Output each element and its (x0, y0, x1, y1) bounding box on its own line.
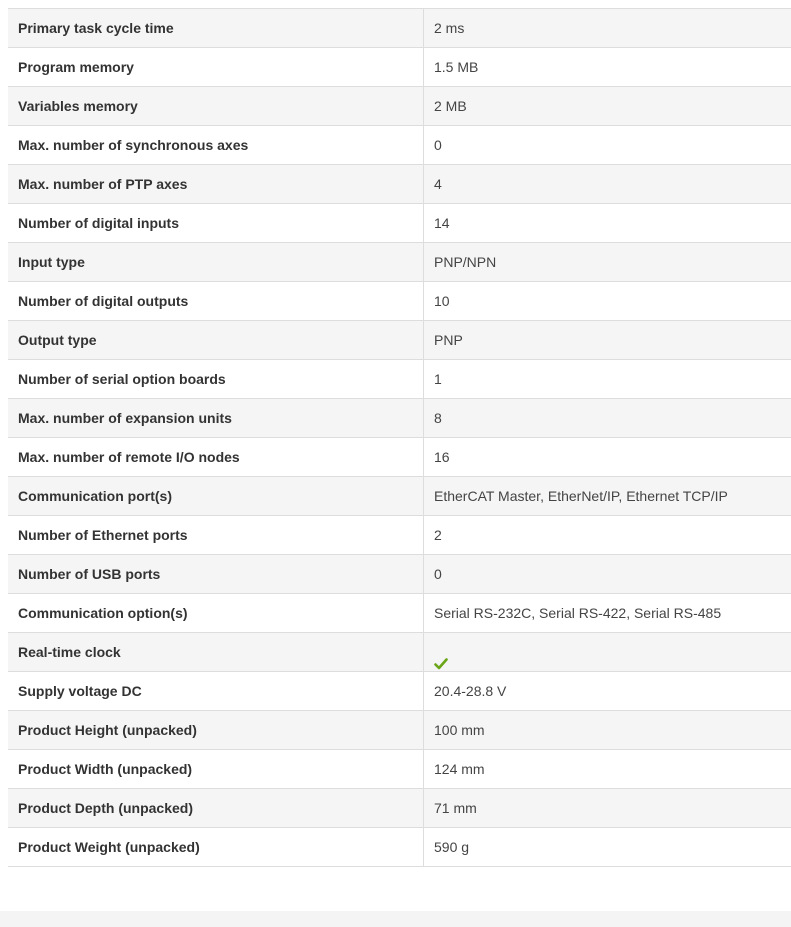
spec-row (8, 321, 791, 360)
spec-row (8, 633, 791, 672)
spec-value: Serial RS-232C, Serial RS-422, Serial RS-485 (424, 594, 791, 633)
spec-value: 1 (424, 360, 791, 399)
spec-row (8, 789, 791, 828)
specifications-table-body (8, 9, 791, 867)
spec-row (8, 516, 791, 555)
spec-row (8, 555, 791, 594)
spec-value: 0 (424, 555, 791, 594)
spec-label: Product Depth (unpacked) (8, 789, 424, 828)
spec-label: Max. number of expansion units (8, 399, 424, 438)
spec-row (8, 282, 791, 321)
spec-label: Communication port(s) (8, 477, 424, 516)
specifications-table (8, 8, 791, 867)
spec-value: 100 mm (424, 711, 791, 750)
checkmark-icon (434, 646, 448, 658)
spec-row (8, 48, 791, 87)
spec-row (8, 438, 791, 477)
spec-row (8, 399, 791, 438)
spec-row (8, 360, 791, 399)
spec-row (8, 9, 791, 48)
spec-label: Number of digital inputs (8, 204, 424, 243)
spec-label: Max. number of synchronous axes (8, 126, 424, 165)
spec-value: 20.4-28.8 V (424, 672, 791, 711)
spec-row (8, 165, 791, 204)
spec-value: 16 (424, 438, 791, 477)
spec-label: Product Width (unpacked) (8, 750, 424, 789)
spec-label: Primary task cycle time (8, 9, 424, 48)
spec-value: 2 MB (424, 87, 791, 126)
checkmark-icon-svg (434, 658, 448, 670)
spec-value: PNP (424, 321, 791, 360)
spec-label: Variables memory (8, 87, 424, 126)
spec-value: 0 (424, 126, 791, 165)
checkmark-path (436, 660, 447, 669)
spec-label: Max. number of PTP axes (8, 165, 424, 204)
spec-value: 590 g (424, 828, 791, 867)
spec-label: Supply voltage DC (8, 672, 424, 711)
spec-value: 8 (424, 399, 791, 438)
spec-value: 124 mm (424, 750, 791, 789)
spec-value: 1.5 MB (424, 48, 791, 87)
spec-label: Number of USB ports (8, 555, 424, 594)
spec-value: PNP/NPN (424, 243, 791, 282)
spec-row (8, 87, 791, 126)
spec-value (424, 633, 791, 672)
footer-band (0, 911, 791, 927)
spec-row (8, 711, 791, 750)
spec-label: Real-time clock (8, 633, 424, 672)
spec-row (8, 477, 791, 516)
spec-label: Number of serial option boards (8, 360, 424, 399)
spec-value: 71 mm (424, 789, 791, 828)
spec-value: 2 ms (424, 9, 791, 48)
spec-row (8, 204, 791, 243)
spec-label: Product Height (unpacked) (8, 711, 424, 750)
spec-value: EtherCAT Master, EtherNet/IP, Ethernet TCP/IP (424, 477, 791, 516)
spec-value: 10 (424, 282, 791, 321)
spec-label: Communication option(s) (8, 594, 424, 633)
spec-value: 14 (424, 204, 791, 243)
spec-row (8, 750, 791, 789)
spec-row (8, 594, 791, 633)
spec-label: Number of Ethernet ports (8, 516, 424, 555)
spec-label: Product Weight (unpacked) (8, 828, 424, 867)
spec-row (8, 126, 791, 165)
spec-value: 2 (424, 516, 791, 555)
spec-label: Output type (8, 321, 424, 360)
spec-label: Input type (8, 243, 424, 282)
spec-label: Number of digital outputs (8, 282, 424, 321)
spec-row (8, 672, 791, 711)
spec-row (8, 828, 791, 867)
spec-value: 4 (424, 165, 791, 204)
spec-row (8, 243, 791, 282)
spec-label: Max. number of remote I/O nodes (8, 438, 424, 477)
spec-label: Program memory (8, 48, 424, 87)
